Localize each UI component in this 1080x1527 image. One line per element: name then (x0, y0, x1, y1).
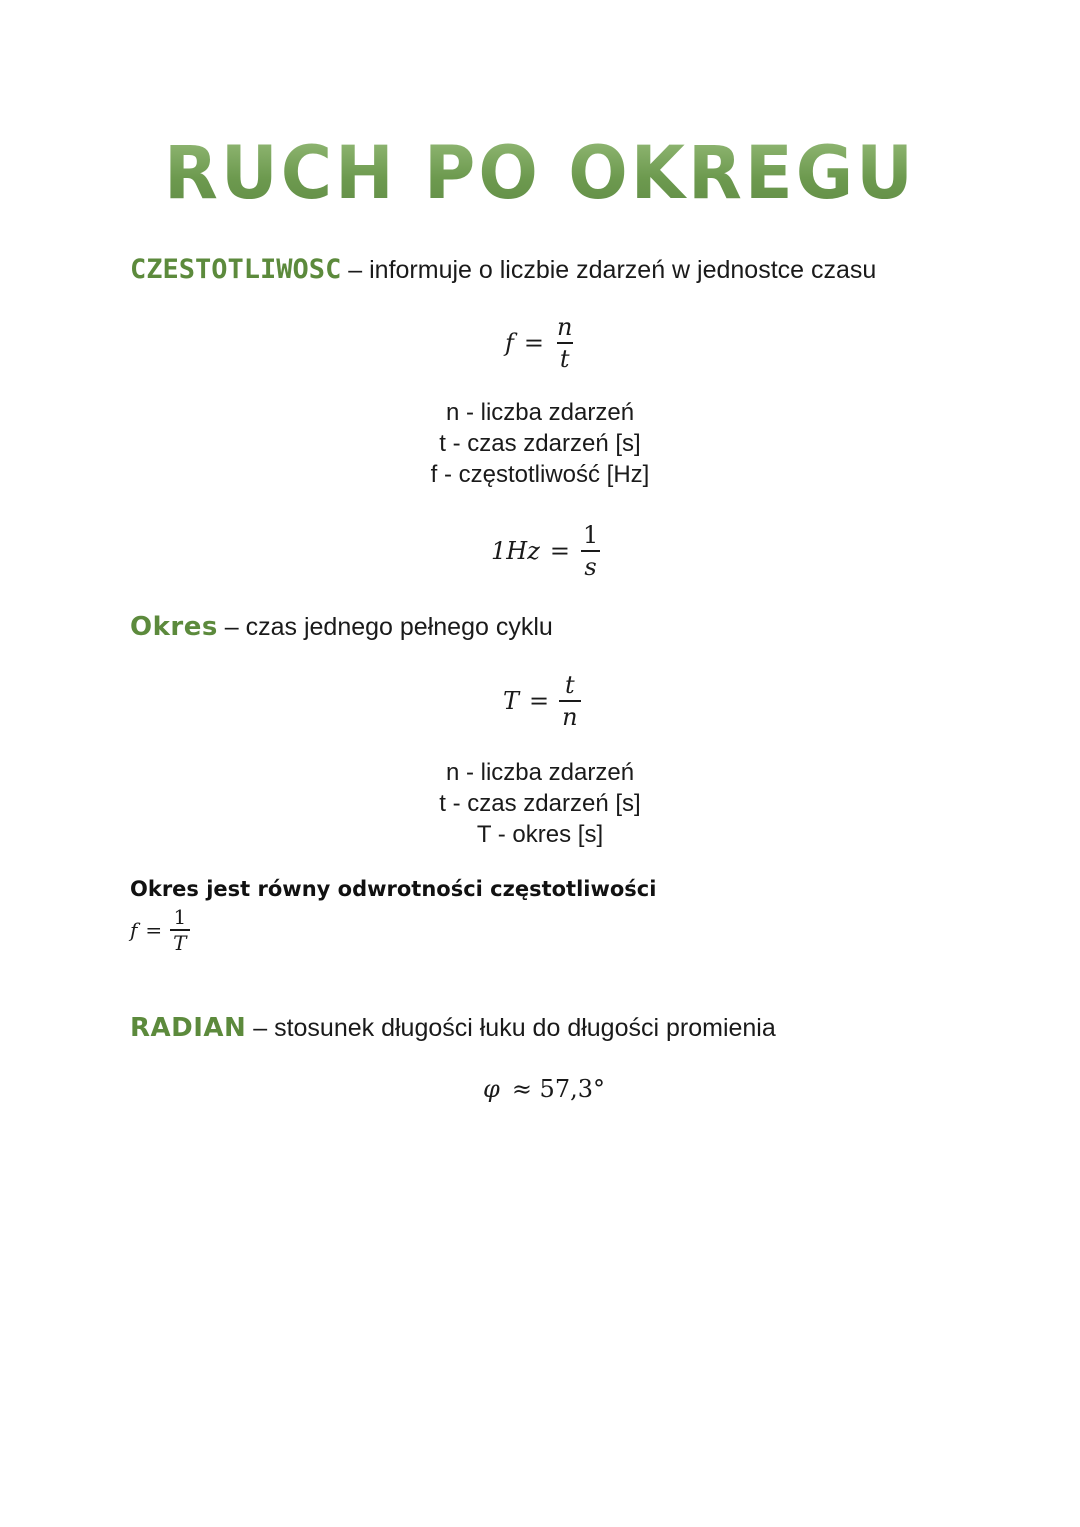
frequency-legend-f: f - częstotliwość [Hz] (430, 461, 650, 488)
frequency-formula (505, 312, 575, 374)
period-formula-denominator: n (559, 700, 580, 732)
period-formula-fraction (559, 670, 580, 732)
frequency-legend-t: t - czas zdarzeń [s] (439, 430, 641, 457)
radian-definition-line (130, 1011, 776, 1045)
frequency-formula-lhs: f (505, 329, 514, 357)
frequency-legend (0, 397, 1080, 490)
frequency-legend-n: n - liczba zdarzeń (445, 399, 635, 426)
hertz-formula-fraction (580, 520, 601, 582)
radian-definition: – stosunek długości łuku do długości promienia (246, 1014, 776, 1042)
period-term: Okres (130, 612, 218, 642)
reciprocal-formula-lhs: f (130, 918, 138, 942)
reciprocal-formula-fraction (170, 905, 189, 955)
period-formula (503, 670, 581, 732)
frequency-term: CZESTOTLIWOSC (130, 254, 342, 285)
reciprocal-formula-numerator: 1 (173, 905, 187, 929)
period-formula-numerator: t (565, 671, 575, 699)
hertz-formula-numerator: 1 (582, 521, 599, 549)
hertz-formula-lhs: 1Hz (491, 537, 540, 565)
period-definition: – czas jednego pełnego cyklu (217, 613, 553, 641)
period-definition-line (130, 610, 553, 644)
hertz-unit-formula (491, 520, 601, 582)
reciprocal-formula-denominator: T (170, 929, 189, 955)
radian-term: RADIAN (130, 1013, 247, 1043)
reciprocal-formula-eq: = (145, 918, 163, 942)
period-legend-T: T - okres [s] (476, 821, 604, 848)
period-formula-eq: = (529, 687, 550, 715)
hertz-formula-eq: = (549, 537, 570, 565)
frequency-formula-numerator: n (557, 313, 573, 341)
reciprocal-formula (130, 905, 190, 955)
frequency-definition-line (130, 253, 876, 287)
radian-formula-lhs: φ (483, 1075, 500, 1103)
period-legend-n: n - liczba zdarzeń (445, 759, 635, 786)
radian-formula (483, 1075, 605, 1103)
reciprocal-note: Okres jest równy odwrotności częstotliwości (130, 877, 657, 901)
radian-formula-value: ≈ 57,3° (511, 1075, 605, 1103)
page-title: RUCH PO OKREGU (0, 126, 1080, 221)
frequency-definition: – informuje o liczbie zdarzeń w jednostce czasu (341, 256, 877, 284)
period-legend (0, 757, 1080, 850)
period-legend-t: t - czas zdarzeń [s] (439, 790, 641, 817)
frequency-formula-fraction (554, 312, 575, 374)
frequency-formula-denominator: t (557, 342, 573, 374)
hertz-formula-denominator: s (581, 550, 599, 582)
frequency-formula-eq: = (523, 329, 544, 357)
period-formula-lhs: T (503, 687, 520, 715)
